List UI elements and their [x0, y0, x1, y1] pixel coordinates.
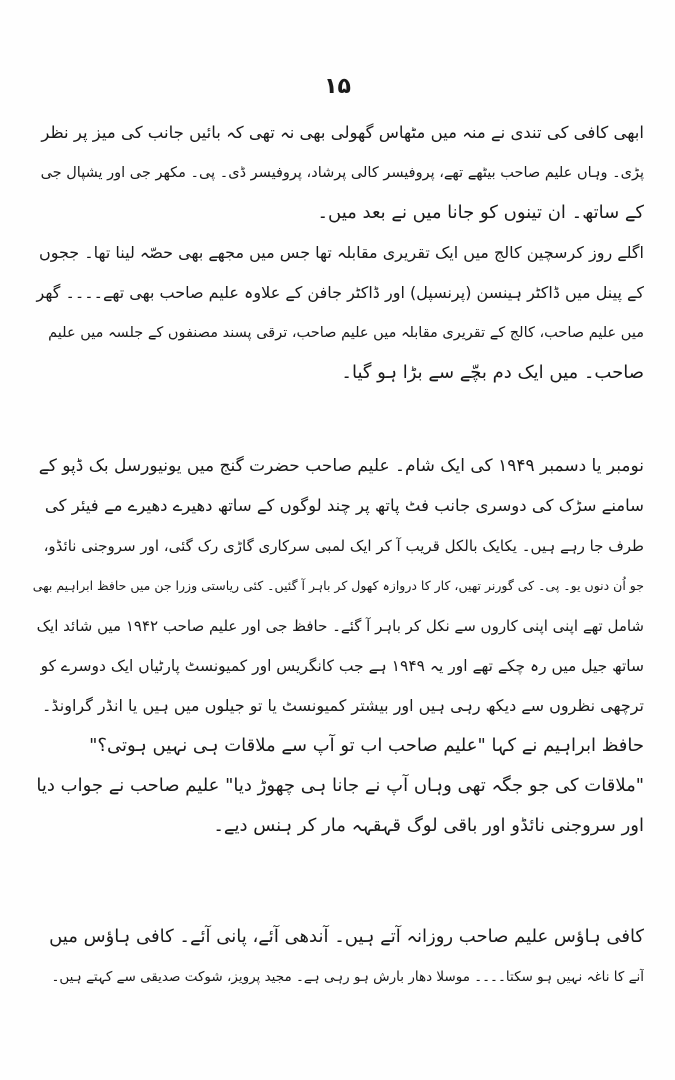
- paragraph-dialogue: [32, 726, 644, 846]
- paragraph-daily-visits: [32, 917, 644, 997]
- text-line: ترچھی نظروں سے دیکھ رہی ہیں اور بیشتر کمیونسٹ یا تو جیلوں میں ہیں یا انڈر گراونڈ۔: [41, 696, 644, 715]
- text-line: سامنے سڑک کی دوسری جانب فٹ پاتھ پر چند لوگوں کے ساتھ دھیرے دھیرے مے فیئر کی: [44, 496, 644, 515]
- text-line: اور سروجنی نائڈو اور باقی لوگ قہقہہ مار کر ہنس دیے۔: [213, 815, 644, 836]
- text-line: اگلے روز کرسچین کالج میں ایک تقریری مقابلہ تھا جس میں مجھے بھی حصّہ لینا تھا۔ ججوں: [38, 243, 644, 262]
- text-line: آنے کا ناغہ نہیں ہو سکتا۔۔۔۔ موسلا دھار بارش ہو رہی ہے۔ مجید پرویز، شوکت صدیقی سے کہتے ہیں۔: [51, 969, 644, 985]
- text-line: صاحب۔ میں ایک دم بچّے سے بڑا ہو گیا۔: [341, 362, 644, 383]
- text-line: ابھی کافی کی تندی نے منہ میں مٹھاس گھولی بھی نہ تھی کہ بائیں جانب کی میز پر نظر: [41, 123, 644, 142]
- paragraph-coffee-house-scene: [32, 113, 644, 233]
- text-line: جو اُن دنوں یو۔ پی۔ کی گورنر تھیں، کار کا دروازہ کھول کر باہر آ گئیں۔ کئی ریاستی وزرا جن میں حافظ ابراہیم بھی: [32, 578, 644, 593]
- text-line: ساتھ جیل میں رہ چکے تھے اور یہ ۱۹۴۹ ہے جب کانگریس اور کمیونسٹ پارٹیاں ایک دوسرے کو: [40, 657, 644, 675]
- text-line: نومبر یا دسمبر ۱۹۴۹ کی ایک شام۔ علیم صاحب حضرت گنج میں یونیورسل بک ڈپو کے: [38, 456, 644, 476]
- text-line: طرف جا رہے ہیں۔ یکایک بالکل قریب آ کر ایک لمبی سرکاری گاڑی رک گئی، اور سروجنی نائڈو،: [43, 537, 644, 555]
- text-line: کے پینل میں ڈاکٹر ہینسن (پرنسپل) اور ڈاکٹر جافن کے علاوہ علیم صاحب بھی تھے۔۔۔۔ گھر: [36, 283, 644, 302]
- text-line: کافی ہاؤس علیم صاحب روزانہ آتے ہیں۔ آندھی آئے، پانی آئے۔ کافی ہاؤس میں: [49, 926, 644, 947]
- paragraph-hazratganj-evening: [32, 446, 644, 726]
- text-line: میں علیم صاحب، کالج کے تقریری مقابلہ میں علیم صاحب، ترقی پسند مصنفوں کے جلسہ میں علیم: [48, 325, 644, 341]
- text-line: "ملاقات کی جو جگہ تھی وہاں آپ نے جانا ہی چھوڑ دیا" علیم صاحب نے جواب دیا: [36, 775, 644, 796]
- text-line: شامل تھے اپنی اپنی کاروں سے نکل کر باہر آ گئے۔ حافظ جی اور علیم صاحب ۱۹۴۲ میں شائد ایک: [36, 617, 644, 635]
- text-line: حافظ ابراہیم نے کہا "علیم صاحب اب تو آپ سے ملاقات ہی نہیں ہوتی؟": [89, 735, 644, 756]
- text-line: کے ساتھ۔ ان تینوں کو جانا میں نے بعد میں۔: [317, 202, 644, 223]
- page-number: ۱۵: [324, 74, 351, 99]
- text-line: پڑی۔ وہاں علیم صاحب بیٹھے تھے، پروفیسر کالی پرشاد، پروفیسر ڈی۔ پی۔ مکھر جی اور یشپال جی: [40, 165, 644, 181]
- paragraph-debate-competition: [32, 233, 644, 393]
